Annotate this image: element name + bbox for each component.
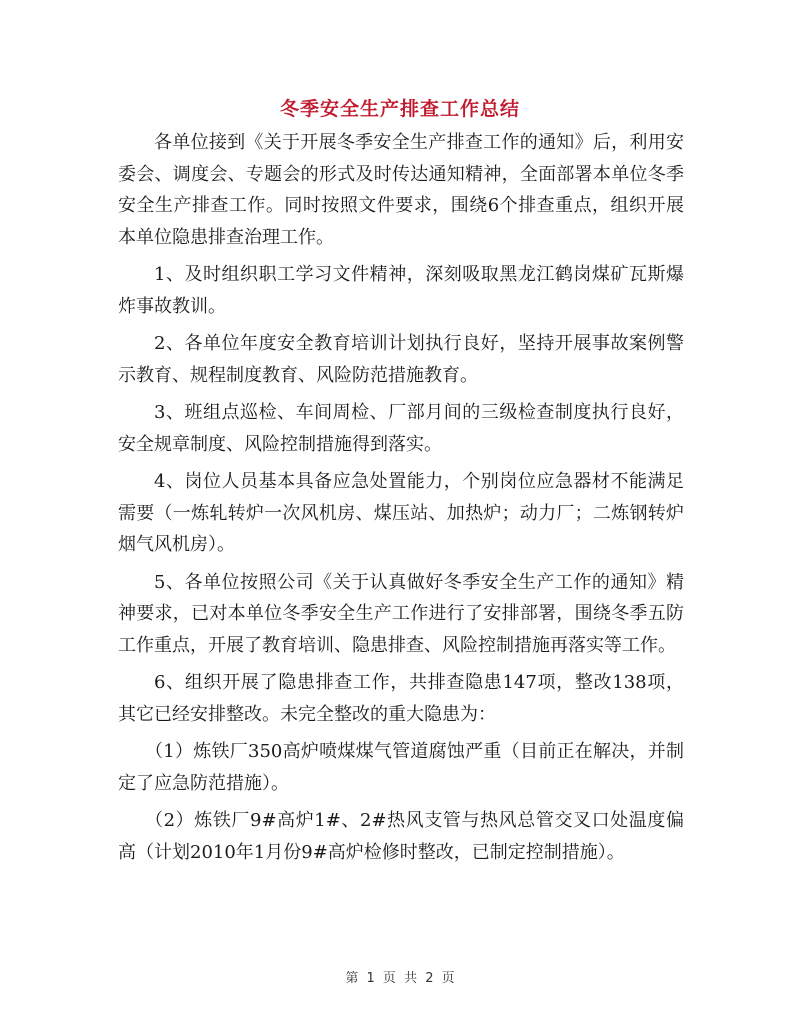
item-paragraph-6: 6、组织开展了隐患排查工作，共排查隐患147项，整改138项，其它已经安排整改。未完全整改的重大隐患为： <box>118 672 684 725</box>
item-paragraph-3: 3、班组点巡检、车间周检、厂部月间的三级检查制度执行良好，安全规章制度、风险控制措施得到落实。 <box>118 402 684 455</box>
item-paragraph-5: 5、各单位按照公司《关于认真做好冬季安全生产工作的通知》精神要求，已对本单位冬季安全生产工作进行了安排部署，围绕冬季五防工作重点，开展了教育培训、隐患排查、风险控制措施再落实等工作。 <box>118 571 684 656</box>
page-footer: 第 1 页 共 2 页 <box>345 971 455 986</box>
hazard-item-1: （1）炼铁厂350高炉喷煤煤气管道腐蚀严重（目前正在解决，并制定了应急防范措施）。 <box>118 741 684 794</box>
document-body <box>118 127 684 874</box>
item-paragraph-1: 1、及时组织职工学习文件精神，深刻吸取黑龙江鹤岗煤矿瓦斯爆炸事故教训。 <box>118 264 684 317</box>
intro-paragraph: 各单位接到《关于开展冬季安全生产排查工作的通知》后，利用安委会、调度会、专题会的形式及时传达通知精神，全面部署本单位冬季安全生产排查工作。同时按照文件要求，围绕6个排查重点，组织开展本单位隐患排查治理工作。 <box>118 132 684 248</box>
item-paragraph-4: 4、岗位人员基本具备应急处置能力，个别岗位应急器材不能满足需要（一炼轧转炉一次风机房、煤压站、加热炉；动力厂；二炼钢转炉烟气风机房）。 <box>118 471 684 555</box>
item-paragraph-2: 2、各单位年度安全教育培训计划执行良好，坚持开展事故案例警示教育、规程制度教育、风险防范措施教育。 <box>118 333 684 386</box>
hazard-item-2: （2）炼铁厂9#高炉1#、2#热风支管与热风总管交叉口处温度偏高（计划2010年1月份9#高炉检修时整改，已制定控制措施）。 <box>118 810 684 863</box>
document-title: 冬季安全生产排查工作总结 <box>279 98 520 120</box>
